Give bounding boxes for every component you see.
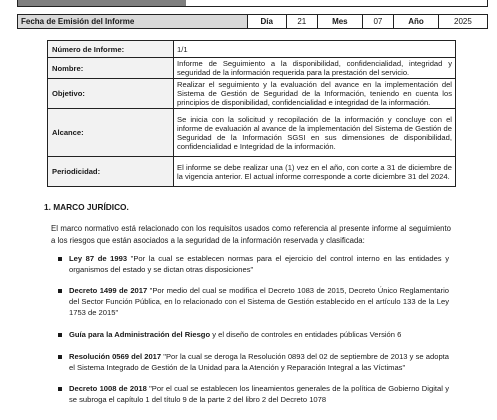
info-row-scope — [48, 109, 456, 157]
info-key: Número de Informe: — [48, 41, 174, 58]
section-intro-paragraph: El marco normativo está relacionado con los requisitos usados como referencia al presente informe al seguimiento a los riesgos que están asociados a la seguridad de la información reservada y clasificada: — [51, 224, 451, 245]
bullet-icon — [58, 257, 62, 261]
info-key: Alcance: — [48, 109, 174, 157]
legal-item — [69, 351, 449, 373]
legal-framework-list — [69, 253, 449, 405]
info-row-number — [48, 41, 456, 58]
legal-item-name: Resolución 0569 del 2017 — [69, 352, 162, 361]
month-value: 07 — [362, 15, 394, 29]
section-heading: 1. MARCO JURÍDICO. — [44, 202, 129, 212]
legal-item — [69, 329, 449, 340]
report-info-table — [47, 40, 456, 187]
previous-table-remnant — [17, 0, 488, 7]
bullet-icon — [58, 289, 62, 293]
issue-date-table — [17, 14, 488, 29]
legal-item — [69, 285, 449, 318]
legal-item-name: Guía para la Administración del Riesgo — [69, 330, 211, 339]
legal-item-name: Decreto 1499 de 2017 — [69, 286, 148, 295]
legal-item-text: "Por el cual se establecen los lineamientos generales de la política de Gobierno Digital y se subroga el capítulo 1 del título 9 de la parte 2 del libro 2 del Decreto 1078 — [69, 384, 449, 404]
month-label: Mes — [318, 15, 363, 29]
info-key: Periodicidad: — [48, 157, 174, 187]
info-value: 1/1 — [174, 41, 456, 58]
info-key: Nombre: — [48, 58, 174, 79]
info-value: Realizar el seguimiento y la evaluación del avance en la implementación del Sistema de Gestión de Seguridad de la Información, teniendo en cuenta los principios de disponibilidad, confidencialidad e integridad de la información. — [174, 79, 456, 109]
info-key: Objetivo: — [48, 79, 174, 109]
info-row-name — [48, 58, 456, 79]
day-value: 21 — [286, 15, 318, 29]
info-value: Informe de Seguimiento a la disponibilidad, confidencialidad, integridad y seguridad de la información requerida para la prestación del servicio. — [174, 58, 456, 79]
info-value: Se inicia con la solicitud y recopilación de la información y concluye con el informe de evaluación al avance de la implementación del Sistema de Gestión de Seguridad de la Información SGSI en sus dimensiones de disponibilidad, confidencialidad e Integridad de la información. — [174, 109, 456, 157]
year-value: 2025 — [438, 15, 487, 29]
year-label: Año — [394, 15, 439, 29]
legal-item-name: Ley 87 de 1993 — [69, 254, 128, 263]
previous-table-shaded-cell — [18, 0, 186, 6]
legal-item-name: Decreto 1008 de 2018 — [69, 384, 147, 393]
bullet-icon — [58, 333, 62, 337]
legal-item-text: "Por la cual se establecen normas para el ejercicio del control interno en las entidades y organismos del estado y se dictan otras disposiciones" — [69, 254, 449, 274]
legal-item-text: "Por la cual se deroga la Resolución 0893 del 02 de septiembre de 2013 y se adopta el Sistema Integrado de Gestión de la Unidad para la Atención y Reparación Integral a las Víctimas" — [69, 352, 450, 372]
day-label: Día — [248, 15, 287, 29]
bullet-icon — [58, 355, 62, 359]
bullet-icon — [58, 387, 62, 391]
issue-date-label: Fecha de Emisión del Informe — [18, 15, 248, 29]
info-row-periodicity — [48, 157, 456, 187]
legal-item-text: y el diseño de controles en entidades públicas Versión 6 — [210, 330, 402, 339]
legal-item — [69, 383, 449, 405]
legal-item-text: "Por medio del cual se modifica el Decreto 1083 de 2015, Decreto Único Reglamentario del Sector Función Pública, en lo relacionado con el Sistema de Gestión establecido en el artículo 133 de la Ley 1753 de 2015" — [69, 286, 449, 317]
info-value: El informe se debe realizar una (1) vez en el año, con corte a 31 de diciembre de la vigencia anterior. El actual informe corresponde a corte diciembre 31 del 2024. — [174, 157, 456, 187]
legal-item — [69, 253, 449, 275]
info-row-objective — [48, 79, 456, 109]
